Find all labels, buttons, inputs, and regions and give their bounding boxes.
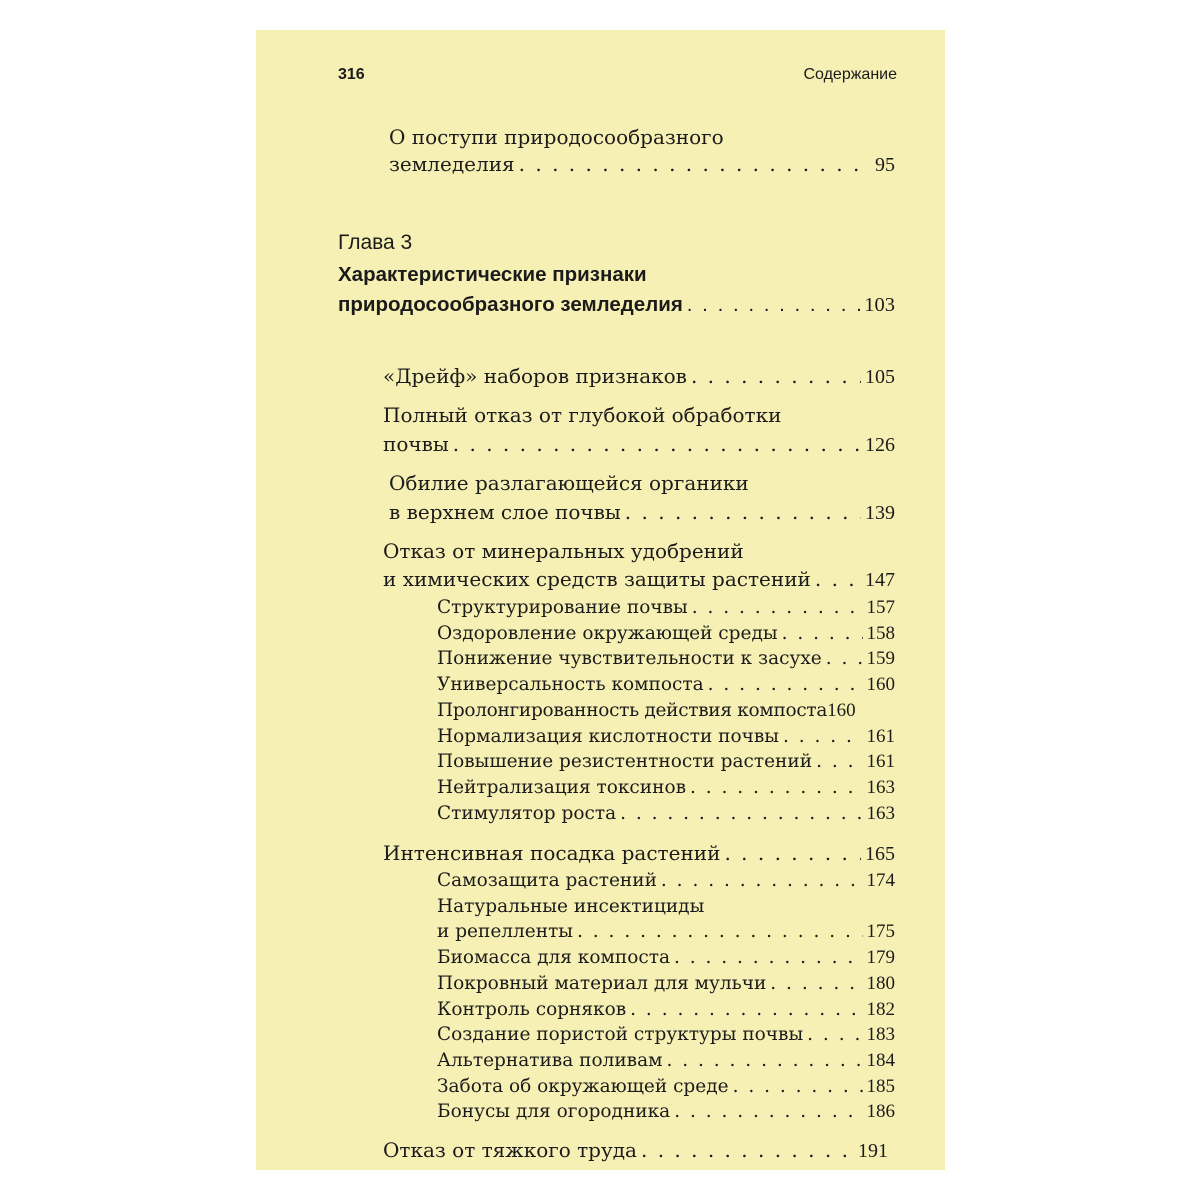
leader-dots [782, 621, 863, 647]
toc-page-number: 161 [866, 725, 895, 747]
toc-subentry [437, 595, 895, 621]
leader-dots [453, 431, 861, 458]
toc-page-number: 161 [866, 751, 895, 773]
toc-entry-text: Покровный материал для мульчи [437, 972, 767, 994]
leader-dots [692, 595, 863, 621]
toc-page-number: 165 [865, 843, 895, 865]
toc-entry-text: земледелия [389, 152, 515, 176]
toc-subentry [437, 621, 895, 647]
chapter-title-text: Характеристические признаки [338, 263, 647, 286]
toc-subentry [437, 801, 895, 827]
toc-entry-text: Полный отказ от глубокой обработки [383, 403, 782, 427]
toc-entry-text: Структурирование почвы [437, 597, 688, 618]
toc-entry-text: Создание пористой структуры почвы [437, 1024, 804, 1046]
toc-entry-text: и репелленты [437, 921, 574, 943]
toc-entry [383, 840, 895, 868]
leader-dots [690, 775, 862, 801]
chapter-title-text: природосообразного земледелия [338, 293, 683, 316]
toc-subentry [437, 1022, 895, 1048]
leader-dots [674, 1099, 862, 1125]
leader-dots [783, 724, 862, 750]
toc-page-number: 163 [866, 776, 895, 798]
toc-entry-text: Отказ от тяжкого труда [383, 1138, 637, 1162]
leader-dots [667, 1048, 863, 1074]
leader-dots [519, 151, 871, 178]
toc-subentry [437, 775, 895, 801]
leader-dots [674, 945, 863, 971]
toc-subentry [437, 724, 895, 750]
toc-entry [383, 1137, 888, 1165]
toc-entry-text: Интенсивная посадка растений [383, 841, 721, 865]
toc-entry-text: Отказ от минеральных удобрений [383, 539, 744, 563]
leader-dots [733, 1074, 863, 1100]
toc-entry [389, 470, 895, 527]
toc-entry-text: Оздоровление окружающей среды [437, 622, 778, 644]
toc-entry-text: Контроль сорняков [437, 998, 627, 1020]
toc-page-number: 184 [866, 1049, 895, 1071]
toc-page-number: 180 [866, 972, 895, 994]
running-section-title: Содержание [803, 66, 897, 83]
toc-subentry [437, 698, 895, 724]
toc-subentries [437, 595, 895, 826]
toc-page-number: 158 [866, 622, 895, 644]
toc-subentry [437, 749, 895, 775]
toc-subentry [437, 646, 895, 672]
leader-dots [620, 801, 862, 827]
toc-entry-text: Пролонгированность действия компоста [437, 699, 828, 721]
toc-page-number: 191 [858, 1140, 888, 1162]
leader-dots [816, 749, 862, 775]
toc-subentry [437, 971, 895, 997]
toc-subentry [437, 945, 895, 971]
toc-subentry [437, 997, 895, 1023]
toc-subentry [437, 894, 895, 945]
toc-entry [389, 124, 895, 179]
toc-entry-text: Нейтрализация токсинов [437, 776, 687, 798]
toc-entry-text: Повышение резистентности растений [437, 751, 813, 773]
toc-subentry [437, 1099, 895, 1125]
leader-dots [625, 499, 861, 526]
toc-entry-text: почвы [383, 432, 449, 456]
toc-page-number: 186 [866, 1101, 895, 1123]
toc-entry [383, 538, 895, 594]
toc-page-number: 183 [866, 1024, 895, 1046]
toc-entry [383, 363, 895, 391]
toc-entry-text: Понижение чувствительности к засухе [437, 648, 822, 670]
book-page [256, 30, 945, 1170]
toc-entry-text: и химических средств защиты растений [383, 567, 811, 591]
toc-page-number: 160 [827, 699, 856, 721]
toc-entry-text: Самозащита растений [437, 870, 657, 891]
leader-dots [691, 363, 861, 390]
toc-page-number: 105 [865, 366, 895, 388]
toc-page-number: 147 [865, 569, 895, 591]
leader-dots [815, 566, 861, 593]
toc-entry-text: Универсальность компоста [437, 674, 704, 696]
toc-page-number: 103 [864, 294, 895, 316]
toc-page-number: 157 [866, 597, 895, 618]
toc-entry-text: Биомасса для компоста [437, 947, 670, 969]
toc-subentry [437, 1074, 895, 1100]
leader-dots [770, 971, 862, 997]
toc-page-number: 182 [866, 998, 895, 1020]
chapter-label: Глава 3 [338, 231, 413, 254]
leader-dots [807, 1022, 862, 1048]
toc-subentry [437, 672, 895, 698]
toc-entry-text: О поступи природосообразного [389, 125, 724, 149]
toc-entry-text: Обилие разлагающейся органики [389, 471, 749, 495]
toc-page-number: 163 [866, 802, 895, 824]
toc-entry-text: Альтернатива поливам [437, 1049, 663, 1071]
toc-subentry [437, 868, 895, 894]
leader-dots [641, 1137, 854, 1164]
toc-entry-text: Забота об окружающей среде [437, 1075, 729, 1097]
leader-dots [661, 868, 863, 894]
toc-entry-text: Бонусы для огородника [437, 1101, 671, 1123]
chapter-title [338, 260, 895, 320]
toc-entry-text: в верхнем слое почвы [389, 500, 621, 524]
toc-page-number: 160 [866, 674, 895, 696]
toc-subentries [437, 868, 895, 1125]
toc-page-number: 175 [866, 921, 895, 943]
leader-dots [687, 290, 860, 320]
table-of-contents [256, 30, 945, 1170]
toc-entry [383, 402, 895, 459]
toc-page-number: 185 [866, 1075, 895, 1097]
toc-page-number: 159 [866, 648, 895, 670]
toc-entry-text: Нормализация кислотности почвы [437, 725, 780, 747]
toc-entry-text: Стимулятор роста [437, 802, 617, 824]
toc-page-number: 174 [866, 870, 895, 891]
toc-page-number: 179 [866, 947, 895, 969]
leader-dots [724, 840, 861, 867]
toc-entry-text: Натуральные инсектициды [437, 895, 705, 917]
page-number: 316 [338, 66, 365, 83]
toc-page-number: 95 [875, 154, 895, 176]
toc-entry-text: «Дрейф» наборов признаков [383, 364, 687, 388]
leader-dots [630, 997, 862, 1023]
leader-dots [577, 919, 862, 945]
leader-dots [826, 646, 863, 672]
toc-subentry [437, 1048, 895, 1074]
toc-page-number: 126 [865, 434, 895, 456]
leader-dots [708, 672, 863, 698]
toc-page-number: 139 [865, 502, 895, 524]
